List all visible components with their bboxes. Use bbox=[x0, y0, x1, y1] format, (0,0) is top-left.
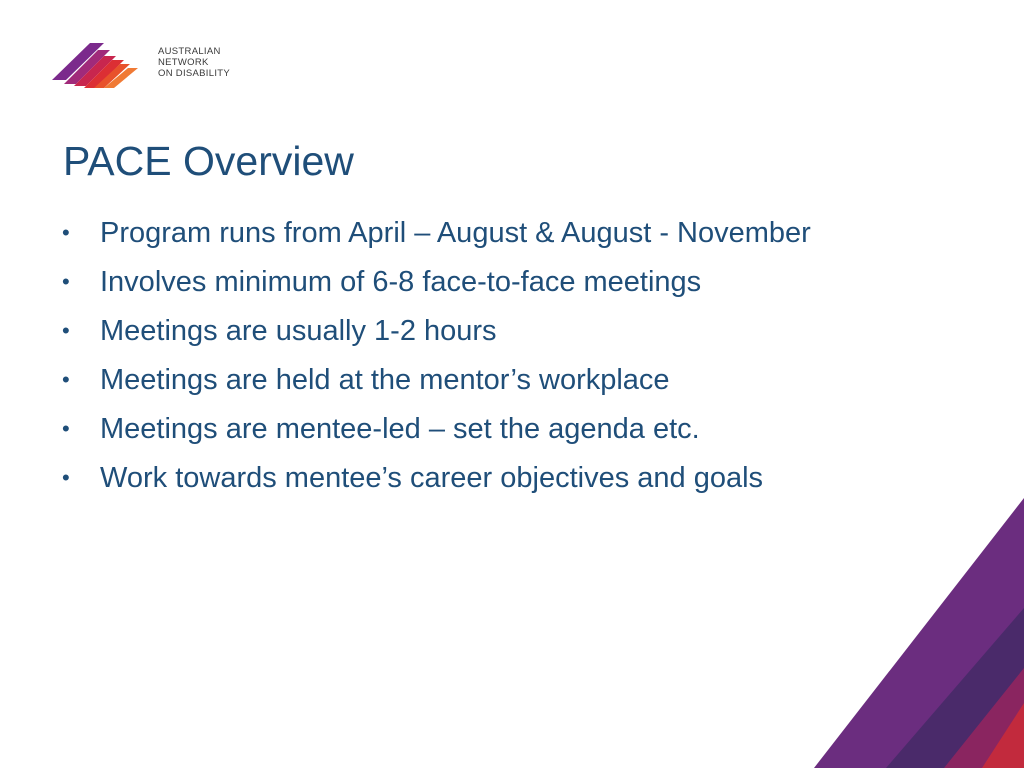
bullet-item bbox=[58, 360, 888, 400]
bullet-list bbox=[58, 213, 888, 507]
logo-line-2: NETWORK bbox=[158, 57, 209, 68]
organization-logo bbox=[50, 38, 250, 94]
bullet-text: Program runs from April – August & August - November bbox=[100, 217, 811, 249]
bullet-dot: • bbox=[62, 465, 70, 490]
corner-decoration-icon bbox=[814, 498, 1024, 768]
bullet-dot: • bbox=[62, 220, 70, 245]
bullet-item bbox=[58, 409, 888, 449]
logo-stripes-icon bbox=[50, 38, 150, 94]
bullet-dot: • bbox=[62, 367, 70, 392]
logo-wordmark bbox=[158, 46, 230, 79]
slide-title: PACE Overview bbox=[63, 138, 354, 184]
logo-line-3: ON DISABILITY bbox=[158, 68, 231, 79]
logo-line-1: AUSTRALIAN bbox=[158, 46, 221, 57]
bullet-dot: • bbox=[62, 318, 70, 343]
bullet-text: Meetings are mentee-led – set the agenda etc. bbox=[100, 413, 700, 445]
bullet-text: Meetings are usually 1-2 hours bbox=[100, 315, 497, 347]
bullet-dot: • bbox=[62, 416, 70, 441]
bullet-item bbox=[58, 213, 888, 253]
bullet-dot: • bbox=[62, 269, 70, 294]
bullet-item bbox=[58, 311, 888, 351]
bullet-text: Work towards mentee’s career objectives and goals bbox=[100, 462, 764, 494]
bullet-item bbox=[58, 458, 888, 498]
bullet-text: Involves minimum of 6-8 face-to-face meetings bbox=[100, 266, 702, 298]
bullet-text: Meetings are held at the mentor’s workplace bbox=[100, 364, 670, 396]
bullet-item bbox=[58, 262, 888, 302]
